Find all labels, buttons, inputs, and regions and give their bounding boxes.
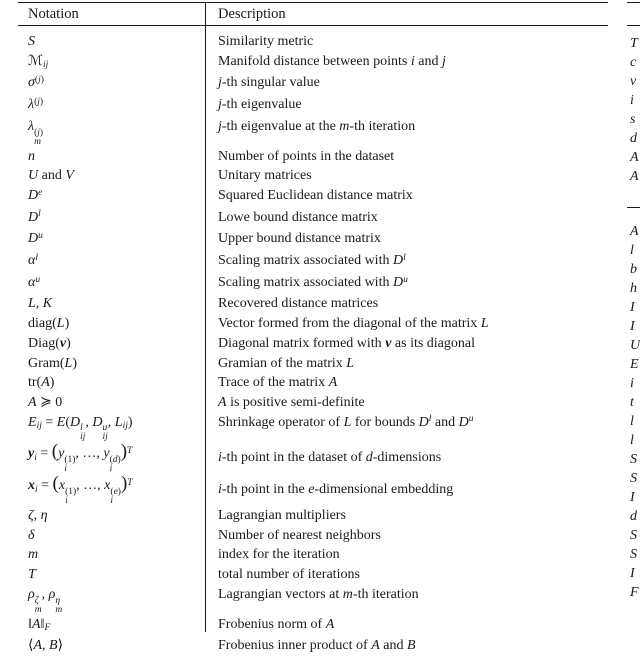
notation-cell: De: [28, 187, 43, 203]
table-row: [18, 354, 608, 374]
description-cell: Similarity metric: [218, 34, 314, 49]
notation-cell: ⟨A, B⟩: [28, 638, 64, 654]
notation-cell: Gram(L): [28, 355, 78, 371]
description-cell: Scaling matrix associated with $D^l$: [218, 252, 406, 269]
cutoff-text-fragment: h: [630, 281, 637, 296]
notation-cell: tr(A): [28, 375, 55, 391]
table-row: [18, 117, 608, 147]
cutoff-text-fragment: t: [630, 395, 634, 410]
adjacent-column-cutoff-strip: [627, 0, 640, 632]
notation-cell: Diag(v): [28, 335, 71, 351]
table-row: [18, 208, 608, 230]
table-row: [18, 413, 608, 443]
table-row: [18, 615, 608, 637]
table-body: [18, 32, 608, 656]
description-cell: Lagrangian multipliers: [218, 507, 346, 523]
notation-cell: $x_i = (x$ (1) i , …, x (e) i )$^T$: [28, 473, 133, 506]
table-row: [18, 585, 608, 615]
notation-cell: $D^u$: [28, 231, 43, 247]
cutoff-text-fragment: S: [630, 528, 637, 543]
cutoff-text-fragment: E: [630, 357, 639, 372]
cutoff-text-fragment: F: [630, 585, 639, 600]
table-top-rule: [18, 2, 608, 3]
description-column-header: Description: [218, 6, 286, 22]
description-cell: Diagonal matrix formed with v as its diagonal: [218, 335, 476, 351]
cutoff-text-fragment: A: [630, 169, 639, 184]
cutoff-text-fragment: l: [630, 433, 634, 448]
table-row: [18, 229, 608, 251]
description-cell: A is positive semi-definite: [218, 395, 365, 410]
notation-cell: $‖A‖_F$: [28, 616, 51, 634]
notation-cell: $\sigma^{(j)}$: [28, 75, 44, 91]
adjacent-table-rule-fragment: [627, 207, 640, 208]
notation-cell: ζ, η: [28, 507, 48, 523]
cutoff-text-fragment: v: [630, 74, 637, 89]
notation-cell: A ≽ 0: [28, 395, 63, 410]
notation-column-header: Notation: [28, 6, 79, 22]
notation-cell: $D^l$: [28, 209, 41, 225]
notation-cell: $\alpha^u$: [28, 274, 41, 290]
table-row: [18, 442, 608, 474]
description-cell: j-th singular value: [218, 75, 320, 91]
description-cell: Vector formed from the diagonal of the matrix L: [218, 316, 489, 332]
notation-cell: ℳ$_{ij}$: [28, 53, 49, 71]
table-row: [18, 251, 608, 273]
notation-cell: δ: [28, 527, 35, 543]
notation-cell: $y_i = (y$ (1) i , …, y (d) i )$^T$: [28, 441, 133, 475]
cutoff-text-fragment: S: [630, 452, 637, 467]
description-cell: index for the iteration: [218, 547, 340, 563]
description-cell: i-th point in the e-dimensional embedding: [218, 482, 454, 498]
cutoff-text-fragment: A: [630, 150, 639, 165]
cutoff-text-fragment: l: [630, 414, 634, 429]
cutoff-text-fragment: S: [630, 471, 637, 486]
table-row: [18, 314, 608, 334]
cutoff-text-fragment: I: [630, 300, 635, 315]
notation-cell: n: [28, 148, 35, 164]
cutoff-text-fragment: d: [630, 509, 637, 524]
cutoff-text-fragment: I: [630, 566, 635, 581]
description-cell: j-th eigenvalue: [218, 97, 302, 113]
description-cell: Trace of the matrix A: [218, 375, 338, 391]
description-cell: Gramian of the matrix L: [218, 355, 355, 371]
cutoff-text-fragment: s: [630, 112, 636, 127]
notation-cell: m: [28, 547, 39, 563]
cutoff-text-fragment: A: [630, 224, 639, 239]
notation-cell: λ (j) m: [28, 118, 44, 147]
description-cell: Number of points in the dataset: [218, 148, 395, 164]
notation-cell: S: [28, 34, 35, 49]
description-cell: Lowe bound distance matrix: [218, 209, 378, 225]
notation-cell: L, K: [28, 296, 53, 312]
table-row: [18, 636, 608, 656]
table-row: [18, 526, 608, 546]
cutoff-text-fragment: b: [630, 262, 637, 277]
notation-cell: U and V: [28, 168, 74, 184]
adjacent-table-rule-fragment: [627, 2, 640, 3]
table-row: [18, 545, 608, 565]
cutoff-text-fragment: S: [630, 547, 637, 562]
table-row: [18, 73, 608, 95]
adjacent-table-rule-fragment: [627, 25, 640, 26]
table-row: [18, 147, 608, 167]
table-row: [18, 565, 608, 585]
cutoff-text-fragment: c: [630, 55, 637, 70]
table-header-row: [18, 4, 608, 24]
description-cell: Squared Euclidean distance matrix: [218, 187, 413, 203]
table-row: [18, 294, 608, 314]
description-cell: Lagrangian vectors at m-th iteration: [218, 586, 419, 602]
description-cell: Shrinkage operator of L for bounds $D^l$ and $D^u$: [218, 414, 474, 430]
description-cell: Scaling matrix associated with $D^u$: [218, 274, 408, 290]
description-cell: Recovered distance matrices: [218, 296, 379, 312]
table-row: [18, 273, 608, 295]
description-cell: Unitary matrices: [218, 168, 312, 184]
notation-cell: diag(L): [28, 316, 70, 332]
cutoff-text-fragment: I: [630, 319, 635, 334]
notation-cell: $\lambda^{(j)}$: [28, 96, 44, 113]
description-cell: i-th point in the dataset of d-dimensions: [218, 450, 442, 466]
notation-cell: ρ ζ m , ρ η m: [28, 586, 63, 615]
table-row: [18, 95, 608, 117]
cutoff-text-fragment: I: [630, 490, 635, 505]
cutoff-text-fragment: T: [630, 36, 638, 51]
cutoff-text-fragment: i: [630, 376, 634, 391]
table-row: [18, 506, 608, 526]
description-cell: Manifold distance between points i and j: [218, 53, 446, 69]
table-row: [18, 32, 608, 52]
notation-cell: $E_{ij} = E(D$ l ij , D u ij , $L_{ij}$): [28, 414, 133, 443]
table-row: [18, 52, 608, 74]
table-row: [18, 166, 608, 186]
cutoff-text-fragment: U: [630, 338, 640, 353]
cutoff-text-fragment: d: [630, 131, 637, 146]
table-row: [18, 334, 608, 354]
description-cell: Frobenius inner product of A and B: [218, 638, 416, 654]
table-header-rule: [18, 25, 608, 26]
description-cell: Upper bound distance matrix: [218, 231, 381, 247]
table-row: [18, 393, 608, 413]
table-row: [18, 474, 608, 506]
description-cell: total number of iterations: [218, 567, 360, 583]
table-row: [18, 373, 608, 393]
description-cell: Frobenius norm of A: [218, 616, 335, 632]
description-cell: Number of nearest neighbors: [218, 527, 381, 543]
cutoff-text-fragment: i: [630, 93, 634, 108]
notation-cell: $\alpha^l$: [28, 252, 38, 269]
description-cell: j-th eigenvalue at the m-th iteration: [218, 118, 416, 134]
notation-cell: T: [28, 567, 36, 583]
cutoff-text-fragment: l: [630, 243, 634, 258]
table-row: [18, 186, 608, 208]
